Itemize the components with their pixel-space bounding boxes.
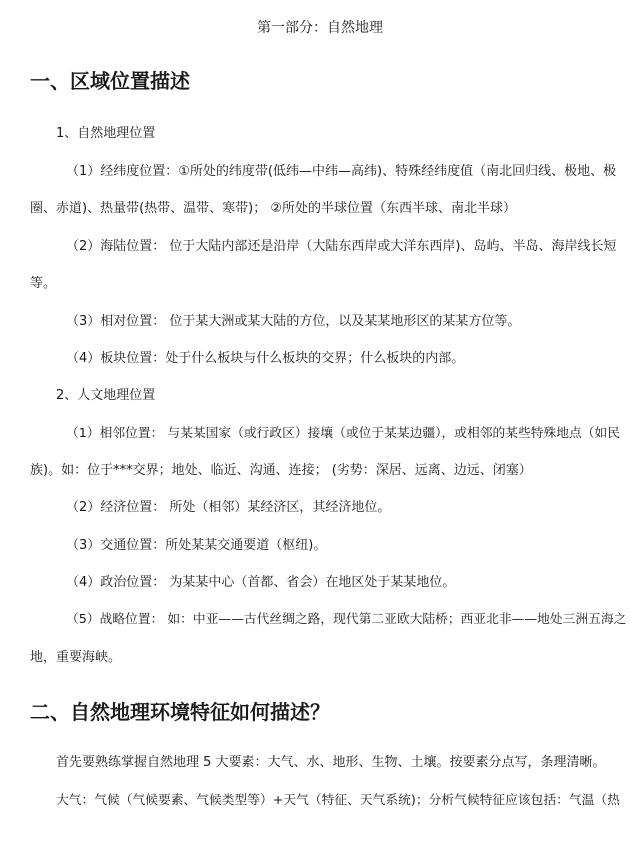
paragraph-lat-long-line1: （1）经纬度位置：①所处的纬度带(低纬—中纬—高纬)、特殊经纬度值（南北回归线、极地、极 bbox=[66, 164, 617, 179]
paragraph-adjacent-line1: （1）相邻位置： 与某某国家（或行政区）接壤（或位于某某边疆），或相邻的某些特殊地点（如民 bbox=[66, 426, 621, 441]
paragraph-land-sea-line1: （2）海陆位置： 位于大陆内部还是沿岸（大陆东西岸或大洋东西岸)、岛屿、半岛、海岸线长短 bbox=[66, 239, 617, 254]
subheading-natural-location: 1、自然地理位置 bbox=[56, 126, 156, 141]
paragraph-traffic-location: （3）交通位置：所处某某交通要道（枢纽)。 bbox=[66, 538, 327, 553]
paragraph-plate-location: （4）板块位置：处于什么板块与什么板块的交界；什么板块的内部。 bbox=[66, 351, 465, 366]
paragraph-land-sea-line2: 等。 bbox=[30, 276, 57, 291]
paragraph-relative-location: （3）相对位置： 位于某大洲或某大陆的方位，以及某某地形区的某某方位等。 bbox=[66, 314, 521, 329]
paragraph-atmosphere: 大气：气候（气候要素、气候类型等）+天气（特征、天气系统)；分析气候特征应该包括：气温（热 bbox=[56, 793, 620, 808]
paragraph-strategic-line1: （5）战略位置： 如：中亚——古代丝绸之路，现代第二亚欧大陆桥；西亚北非——地处三洲五海之 bbox=[66, 612, 627, 627]
section-heading-region-location: 一、区域位置描述 bbox=[30, 69, 190, 93]
paragraph-economic-location: （2）经济位置： 所处（相邻）某经济区，其经济地位。 bbox=[66, 500, 391, 515]
paragraph-five-elements: 首先要熟练掌握自然地理 5 大要素：大气、水、地形、生物、土壤。按要素分点写，条理清晰。 bbox=[56, 755, 606, 770]
page-title: 第一部分：自然地理 bbox=[257, 20, 383, 36]
paragraph-lat-long-line2: 圈、赤道)、热量带(热带、温带、寒带)； ②所处的半球位置（东西半球、南北半球） bbox=[30, 201, 517, 216]
section-heading-natural-features: 二、自然地理环境特征如何描述？ bbox=[30, 700, 330, 724]
paragraph-adjacent-line2: 族)。如：位于***交界；地处、临近、沟通、连接； (劣势：深居、远离、边远、闭塞） bbox=[30, 463, 532, 478]
paragraph-strategic-line2: 地，重要海峡。 bbox=[30, 650, 122, 665]
subheading-human-location: 2、人文地理位置 bbox=[56, 388, 156, 403]
paragraph-political-location: （4）政治位置： 为某某中心（首都、省会）在地区处于某某地位。 bbox=[66, 575, 456, 590]
